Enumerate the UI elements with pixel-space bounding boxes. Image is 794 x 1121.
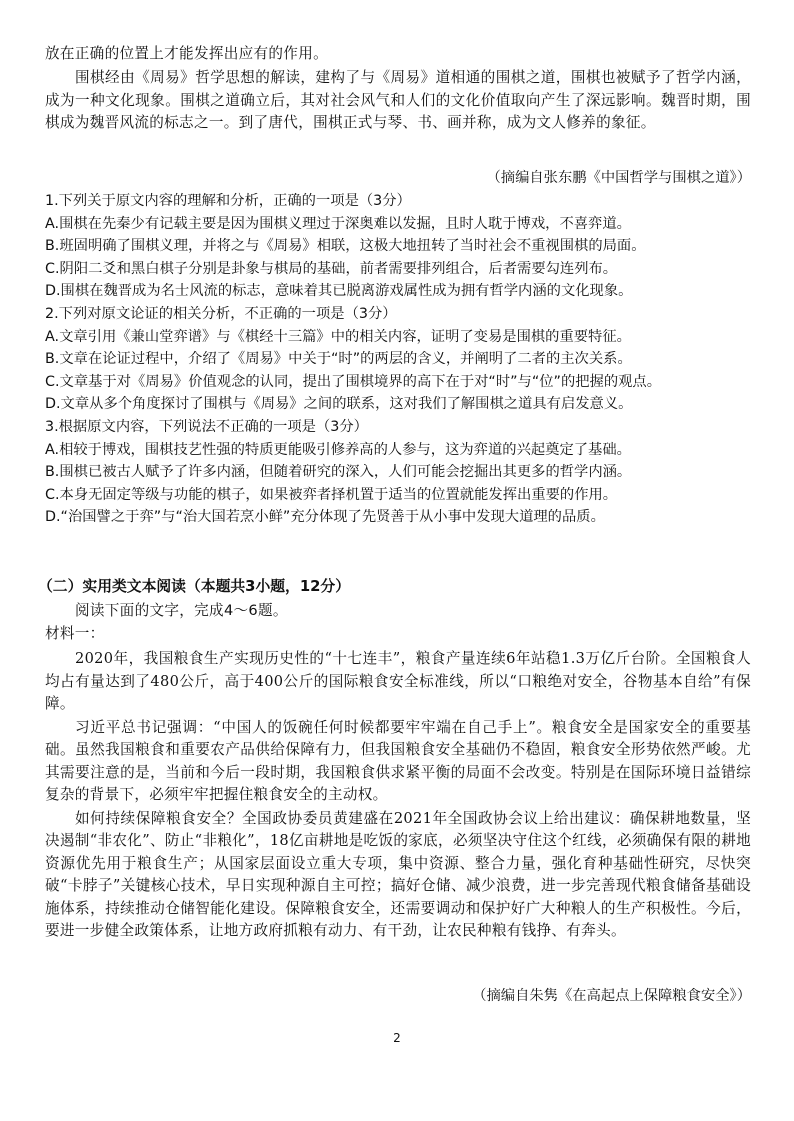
question-1-option-d: D.围棋在魏晋成为名士风流的标志，意味着其已脱离游戏属性成为拥有哲学内涵的文化现象。 (45, 283, 633, 300)
question-3-option-c: C.本身无固定等级与功能的棋子，如果被弈者择机置于适当的位置就能发挥出重要的作用。 (45, 486, 618, 503)
question-2-option-b: B.文章在论证过程中，介绍了《周易》中关于“时”的两层的含义，并阐明了二者的主次关系。 (45, 351, 632, 368)
section-heading: （二）实用类文本阅读（本题共3小题，12分） (38, 578, 351, 595)
question-2-option-d: D.文章从多个角度探讨了围棋与《周易》之间的联系，这对我们了解围棋之道具有启发意义。 (45, 396, 633, 413)
question-1-option-a: A.围棋在先秦少有记载主要是因为围棋义理过于深奥难以发掘，且时人耽于博戏，不喜弈道。 (45, 215, 631, 232)
question-3-option-a: A.相较于博戏，围棋技艺性强的特质更能吸引修养高的人参与，这为弈道的兴起奠定了基础。 (45, 441, 631, 458)
philosophy-paragraph: 围棋经由《周易》哲学思想的解读，建构了与《周易》道相通的围棋之道，围棋也被赋予了哲学内涵，成为一种文化现象。围棋之道确立后，其对社会风气和人们的文化价值取向产生了深远影响。魏晋时期，围棋成为魏晋风流的标志之一。到了唐代，围棋正式与琴、书、画并称，成为文人修养的象征。 (45, 69, 751, 131)
continuation-line: 放在正确的位置上才能发挥出应有的作用。 (45, 45, 328, 62)
material-paragraph-2: 习近平总书记强调：“中国人的饭碗任何时候都要牢牢端在自己手上”。粮食安全是国家安全的重要基础。虽然我国粮食和重要农产品供给保障有力，但我国粮食安全基础仍不稳固，粮食安全形势依然严峻。尤其需要注意的是，当前和今后一段时期，我国粮食供求紧平衡的局面不会改变。特别是在国际环境日益错综复杂的背景下，必须牢牢把握住粮食安全的主动权。 (45, 718, 751, 803)
question-3-option-b: B.围棋已被古人赋予了许多内涵，但随着研究的深入，人们可能会挖掘出其更多的哲学内涵。 (45, 464, 632, 481)
question-3-option-d: D.“治国譬之于弈”与“治大国若烹小鲜”充分体现了先贤善于从小事中发现大道理的品质。 (45, 509, 605, 526)
source-citation-2: （摘编自朱隽《在高起点上保障粮食安全》） (472, 988, 751, 1004)
question-2-option-c: C.文章基于对《周易》价值观念的认同，提出了围棋境界的高下在于对“时”与“位”的把握的观点。 (45, 373, 662, 390)
question-2-option-a: A.文章引用《兼山堂弈谱》与《棋经十三篇》中的相关内容，证明了变易是围棋的重要特征。 (45, 328, 631, 345)
question-1-option-c: C.阴阳二爻和黑白棋子分别是卦象与棋局的基础，前者需要排列组合，后者需要勾连列布。 (45, 260, 618, 277)
material-paragraph-1: 2020年，我国粮食生产实现历史性的“十七连丰”，粮食产量连续6年站稳1.3万亿斤台阶。全国粮食人均占有量达到了480公斤，高于400公斤的国际粮食安全标准线，所以“口粮绝对安全，谷物基本自给”有保障。 (45, 650, 751, 712)
question-3-stem: 3.根据原文内容，下列说法不正确的一项是（3分） (45, 418, 368, 435)
material-label: 材料一： (45, 625, 105, 642)
reading-instruction: 阅读下面的文字，完成4～6题。 (75, 602, 288, 619)
material-body (45, 648, 751, 943)
question-2-stem: 2.下列对原文论证的相关分析，不正确的一项是（3分） (45, 305, 397, 322)
material-paragraph-3: 如何持续保障粮食安全？全国政协委员黄建盛在2021年全国政协会议上给出建议：确保耕地数量，坚决遏制“非农化”、防止“非粮化”，18亿亩耕地是吃饭的家底，必须坚决守住这个红线，必须确保有限的耕地资源优先用于粮食生产；从国家层面设立重大专项，集中资源、整合力量，强化育种基础性研究，尽快突破“卡脖子”关键核心技术，早日实现种源自主可控；搞好仓储、减少浪费，进一步完善现代粮食储备基础设施体系，持续推动仓储智能化建设。保障粮食安全，还需要调动和保护好广大种粮人的生产积极性。今后，要进一步健全政策体系，让地方政府抓粮有动力、有干劲，让农民种粮有钱挣、有奔头。 (45, 809, 751, 939)
question-1-option-b: B.班固明确了围棋义理，并将之与《周易》相联，这极大地扭转了当时社会不重视围棋的局面。 (45, 238, 646, 255)
source-citation-1: （摘编自张东鹏《中国哲学与围棋之道》） (486, 170, 751, 186)
page-number: 2 (393, 1031, 401, 1045)
question-list (45, 190, 751, 529)
question-1-stem: 1.下列关于原文内容的理解和分析，正确的一项是（3分） (45, 193, 411, 209)
